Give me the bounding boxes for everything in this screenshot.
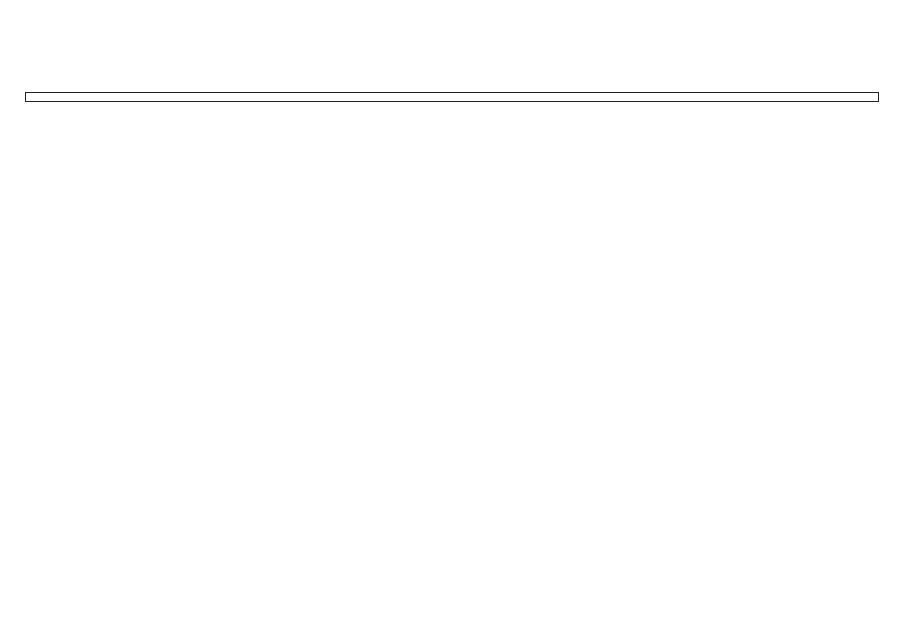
- table-header-row: [25, 92, 879, 102]
